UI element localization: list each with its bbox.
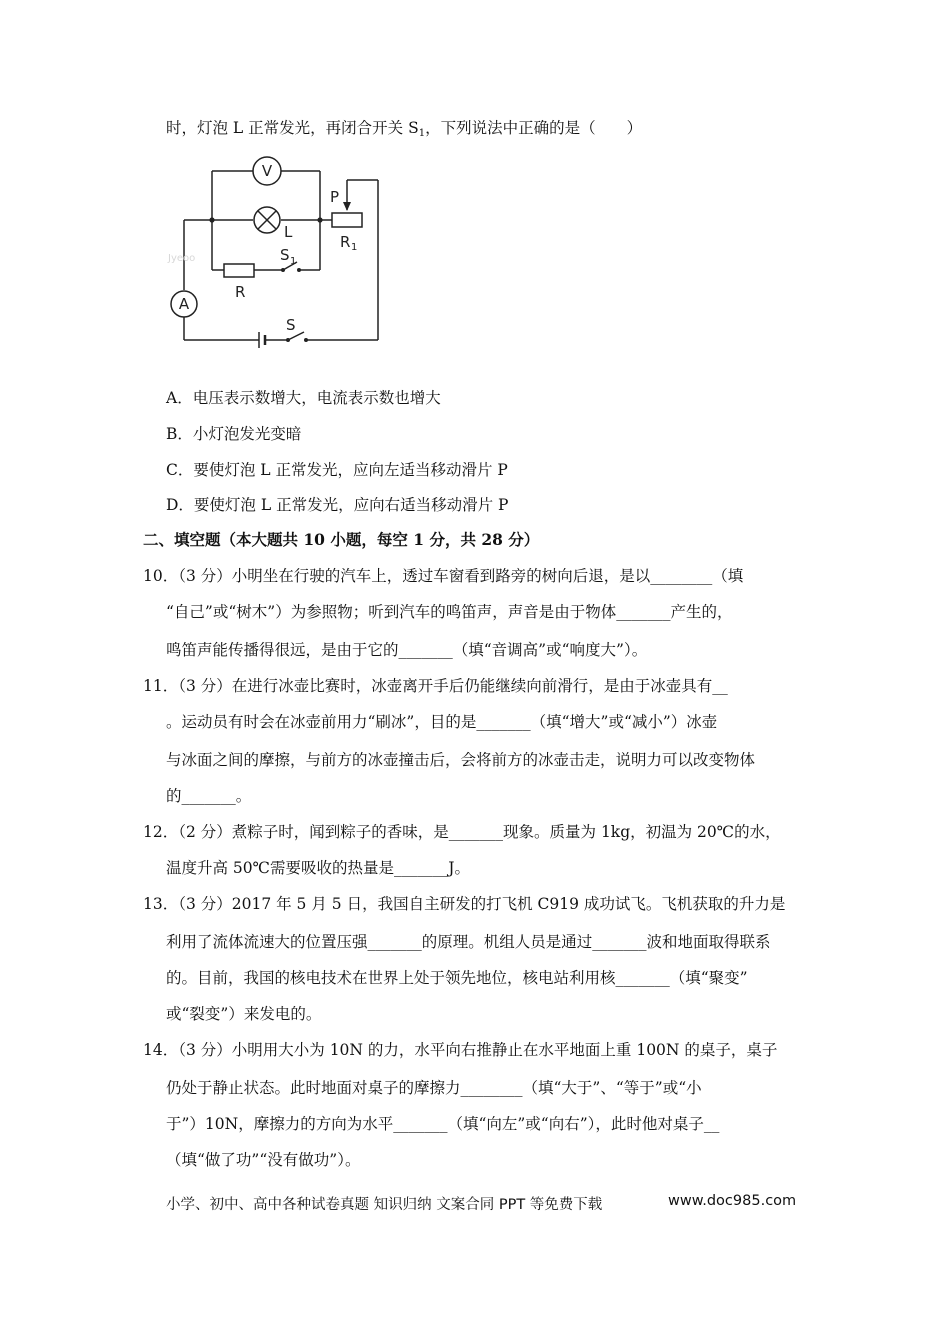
q13-line-2: 利用了流体流速大的位置压强_______的原理。机组人员是通过_______波和地面取得联系 xyxy=(166,933,771,951)
switch-contact xyxy=(304,338,308,342)
slider-label: P xyxy=(330,188,340,206)
q11-line-4: 的_______。 xyxy=(166,787,252,805)
q14-line-3: 于”）10N，摩擦力的方向为水平_______（填“向左”或“向右”），此时他对桌子__ xyxy=(166,1115,720,1133)
switch-contact xyxy=(297,268,301,272)
junction-dot xyxy=(317,217,322,222)
q11-line-1: 11．（3 分）在进行冰壶比赛时，冰壶离开手后仍能继续向前滑行，是由于冰壶具有__ xyxy=(143,677,728,695)
slider-arrow-icon xyxy=(343,202,351,211)
footer-text: 小学、初中、高中各种试卷真题 知识归纳 文案合同 PPT 等免费下载 xyxy=(166,1197,603,1213)
circuit-diagram xyxy=(160,150,400,355)
switch-s-label: S xyxy=(286,316,296,334)
switch-s1-subscript: 1 xyxy=(290,256,297,267)
junction-dot xyxy=(209,217,214,222)
q11-line-3: 与冰面之间的摩擦，与前方的冰壶撞击后，会将前方的冰壶击走，说明力可以改变物体 xyxy=(166,751,756,769)
switch-s1-label: S xyxy=(280,246,290,264)
q13-line-3: 的。目前，我国的核电技术在世界上处于领先地位，核电站利用核_______（填“聚变” xyxy=(166,969,748,987)
lamp-label: L xyxy=(284,223,293,241)
rheostat-label: R xyxy=(340,233,351,251)
footer-website-link[interactable]: www.doc985.com xyxy=(668,1193,797,1209)
q10-line-1: 10．（3 分）小明坐在行驶的汽车上，透过车窗看到路旁的树向后退，是以________（填 xyxy=(143,567,744,585)
stem-text: 时，灯泡 L 正常发光，再闭合开关 S xyxy=(166,119,419,137)
voltmeter-label: V xyxy=(261,162,273,180)
option-c: C．要使灯泡 L 正常发光，应向左适当移动滑片 P xyxy=(166,461,508,479)
switch-pivot xyxy=(286,338,290,342)
stem-text-end: ，下列说法中正确的是（ ） xyxy=(425,119,643,137)
resistor-label: R xyxy=(235,283,246,301)
resistor-symbol xyxy=(224,264,254,277)
section-title: 二、填空题（本大题共 10 小题，每空 1 分，共 28 分） xyxy=(143,530,540,549)
q10-line-2: “自己”或“树木”）为参照物；听到汽车的鸣笛声，声音是由于物体_______产生的， xyxy=(166,603,733,621)
ammeter-label: A xyxy=(178,295,190,313)
rheostat-subscript: 1 xyxy=(351,242,358,253)
question-9-stem xyxy=(166,118,642,144)
q12-line-2: 温度升高 50℃需要吸收的热量是_______J。 xyxy=(166,859,470,877)
q14-line-1: 14．（3 分）小明用大小为 10N 的力，水平向右推静止在水平地面上重 100N 的桌子，桌子 xyxy=(143,1041,778,1059)
q13-line-4: 或“裂变”）来发电的。 xyxy=(166,1005,322,1023)
q14-line-4: （填“做了功”“没有做功”）。 xyxy=(166,1151,361,1169)
stem-subscript: 1 xyxy=(418,128,426,139)
option-a: A．电压表示数增大，电流表示数也增大 xyxy=(166,389,441,407)
q12-line-1: 12．（2 分）煮粽子时，闻到粽子的香味，是_______现象。质量为 1kg，初温为 20℃的水， xyxy=(143,823,781,841)
q14-line-2: 仍处于静止状态。此时地面对桌子的摩擦力________（填“大于”、“等于”或“小 xyxy=(166,1079,702,1097)
q10-line-3: 鸣笛声能传播得很远，是由于它的_______（填“音调高”或“响度大”）。 xyxy=(166,641,648,659)
q11-line-2: 。运动员有时会在冰壶前用力“刷冰”，目的是_______（填“增大”或“减小”）冰壶 xyxy=(166,713,718,731)
rheostat-symbol xyxy=(332,213,362,227)
option-b: B．小灯泡发光变暗 xyxy=(166,425,302,443)
watermark-text: Jyeoo xyxy=(168,253,196,264)
option-d: D．要使灯泡 L 正常发光，应向右适当移动滑片 P xyxy=(166,496,509,514)
q13-line-1: 13．（3 分）2017 年 5 月 5 日，我国自主研发的打飞机 C919 成功试飞。飞机获取的升力是 xyxy=(143,895,786,913)
switch-pivot xyxy=(281,268,285,272)
